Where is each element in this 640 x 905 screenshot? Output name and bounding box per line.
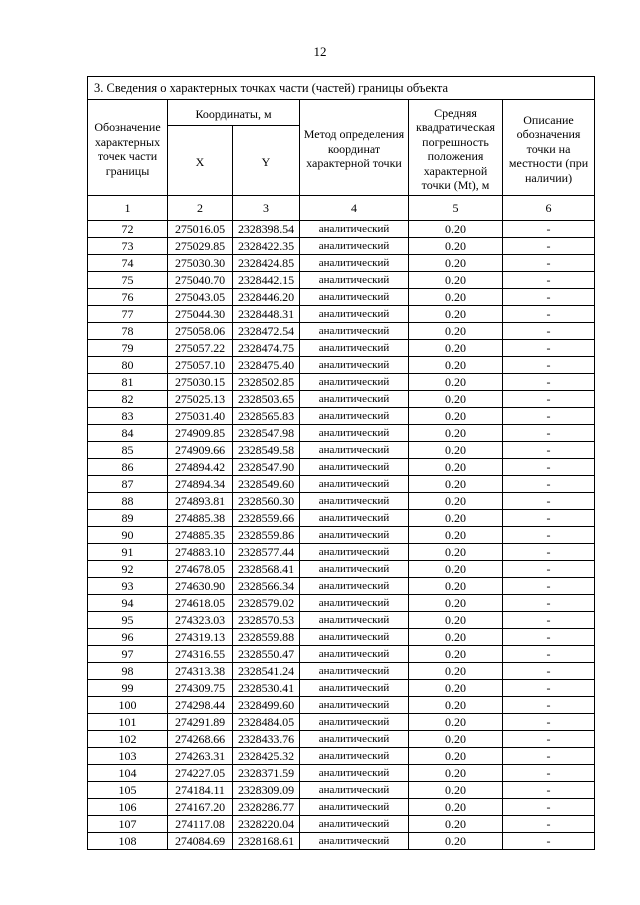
point-number-cell: 77: [88, 306, 168, 323]
error-cell: 0.20: [409, 833, 503, 850]
table-row: [88, 595, 595, 612]
y-coordinate-cell: 2328472.54: [233, 323, 300, 340]
description-cell: -: [503, 493, 595, 510]
y-coordinate-cell: 2328425.32: [233, 748, 300, 765]
error-cell: 0.20: [409, 527, 503, 544]
table-row: [88, 221, 595, 238]
point-number-cell: 82: [88, 391, 168, 408]
description-cell: -: [503, 425, 595, 442]
point-number-cell: 106: [88, 799, 168, 816]
x-coordinate-cell: 275025.13: [168, 391, 233, 408]
method-cell: аналитический: [300, 357, 409, 374]
description-cell: -: [503, 272, 595, 289]
error-cell: 0.20: [409, 425, 503, 442]
table-row: [88, 782, 595, 799]
description-cell: -: [503, 357, 595, 374]
error-cell: 0.20: [409, 731, 503, 748]
error-cell: 0.20: [409, 221, 503, 238]
error-cell: 0.20: [409, 748, 503, 765]
method-cell: аналитический: [300, 833, 409, 850]
column-number: 3: [233, 196, 300, 221]
point-number-cell: 81: [88, 374, 168, 391]
y-coordinate-cell: 2328433.76: [233, 731, 300, 748]
y-coordinate-cell: 2328448.31: [233, 306, 300, 323]
y-coordinate-cell: 2328484.05: [233, 714, 300, 731]
description-cell: -: [503, 306, 595, 323]
error-cell: 0.20: [409, 340, 503, 357]
table-row: [88, 442, 595, 459]
point-number-cell: 78: [88, 323, 168, 340]
method-cell: аналитический: [300, 680, 409, 697]
x-coordinate-cell: 275044.30: [168, 306, 233, 323]
description-cell: -: [503, 255, 595, 272]
y-coordinate-cell: 2328503.65: [233, 391, 300, 408]
header-designation: Обозначение характерных точек части границы: [88, 100, 168, 196]
error-cell: 0.20: [409, 459, 503, 476]
column-number: 6: [503, 196, 595, 221]
y-coordinate-cell: 2328560.30: [233, 493, 300, 510]
error-cell: 0.20: [409, 595, 503, 612]
description-cell: -: [503, 221, 595, 238]
method-cell: аналитический: [300, 255, 409, 272]
description-cell: -: [503, 833, 595, 850]
table-row: [88, 765, 595, 782]
description-cell: -: [503, 374, 595, 391]
error-cell: 0.20: [409, 612, 503, 629]
y-coordinate-cell: 2328550.47: [233, 646, 300, 663]
column-number: 4: [300, 196, 409, 221]
x-coordinate-cell: 274184.11: [168, 782, 233, 799]
header-x: X: [168, 126, 233, 196]
description-cell: -: [503, 476, 595, 493]
y-coordinate-cell: 2328168.61: [233, 833, 300, 850]
header-method: Метод определения координат характерной точки: [300, 100, 409, 196]
method-cell: аналитический: [300, 714, 409, 731]
header-coordinates: Координаты, м: [168, 100, 300, 126]
point-number-cell: 86: [88, 459, 168, 476]
x-coordinate-cell: 274909.66: [168, 442, 233, 459]
method-cell: аналитический: [300, 748, 409, 765]
error-cell: 0.20: [409, 374, 503, 391]
point-number-cell: 88: [88, 493, 168, 510]
error-cell: 0.20: [409, 663, 503, 680]
error-cell: 0.20: [409, 357, 503, 374]
x-coordinate-cell: 274883.10: [168, 544, 233, 561]
table-row: [88, 374, 595, 391]
header-error: Средняя квадратическая погрешность положения характерной точки (Mt), м: [409, 100, 503, 196]
point-number-cell: 74: [88, 255, 168, 272]
method-cell: аналитический: [300, 289, 409, 306]
method-cell: аналитический: [300, 323, 409, 340]
header-y: Y: [233, 126, 300, 196]
description-cell: -: [503, 510, 595, 527]
table-row: [88, 578, 595, 595]
x-coordinate-cell: 275058.06: [168, 323, 233, 340]
x-coordinate-cell: 274268.66: [168, 731, 233, 748]
method-cell: аналитический: [300, 459, 409, 476]
table-row: [88, 340, 595, 357]
point-number-cell: 83: [88, 408, 168, 425]
x-coordinate-cell: 275029.85: [168, 238, 233, 255]
error-cell: 0.20: [409, 714, 503, 731]
error-cell: 0.20: [409, 629, 503, 646]
description-cell: -: [503, 442, 595, 459]
point-number-cell: 72: [88, 221, 168, 238]
x-coordinate-cell: 274313.38: [168, 663, 233, 680]
error-cell: 0.20: [409, 442, 503, 459]
description-cell: -: [503, 340, 595, 357]
table-row: [88, 714, 595, 731]
table-row: [88, 510, 595, 527]
table-row: [88, 731, 595, 748]
y-coordinate-cell: 2328570.53: [233, 612, 300, 629]
x-coordinate-cell: 274309.75: [168, 680, 233, 697]
x-coordinate-cell: 274084.69: [168, 833, 233, 850]
table-row: [88, 272, 595, 289]
y-coordinate-cell: 2328549.60: [233, 476, 300, 493]
point-number-cell: 99: [88, 680, 168, 697]
x-coordinate-cell: 275057.10: [168, 357, 233, 374]
header-description: Описание обозначения точки на местности (при наличии): [503, 100, 595, 196]
method-cell: аналитический: [300, 408, 409, 425]
error-cell: 0.20: [409, 782, 503, 799]
x-coordinate-cell: 274227.05: [168, 765, 233, 782]
x-coordinate-cell: 274885.38: [168, 510, 233, 527]
table-row: [88, 561, 595, 578]
method-cell: аналитический: [300, 697, 409, 714]
method-cell: аналитический: [300, 782, 409, 799]
description-cell: -: [503, 680, 595, 697]
method-cell: аналитический: [300, 510, 409, 527]
method-cell: аналитический: [300, 425, 409, 442]
x-coordinate-cell: 274263.31: [168, 748, 233, 765]
table-row: [88, 612, 595, 629]
description-cell: -: [503, 714, 595, 731]
x-coordinate-cell: 275043.05: [168, 289, 233, 306]
description-cell: -: [503, 408, 595, 425]
section-title: 3. Сведения о характерных точках части (частей) границы объекта: [88, 77, 595, 100]
column-number: 2: [168, 196, 233, 221]
x-coordinate-cell: 274291.89: [168, 714, 233, 731]
method-cell: аналитический: [300, 544, 409, 561]
table-row: [88, 748, 595, 765]
error-cell: 0.20: [409, 289, 503, 306]
description-cell: -: [503, 612, 595, 629]
error-cell: 0.20: [409, 238, 503, 255]
table-row: [88, 544, 595, 561]
y-coordinate-cell: 2328566.34: [233, 578, 300, 595]
y-coordinate-cell: 2328579.02: [233, 595, 300, 612]
method-cell: аналитический: [300, 646, 409, 663]
table-row: [88, 799, 595, 816]
y-coordinate-cell: 2328559.86: [233, 527, 300, 544]
x-coordinate-cell: 274167.20: [168, 799, 233, 816]
y-coordinate-cell: 2328424.85: [233, 255, 300, 272]
x-coordinate-cell: 274893.81: [168, 493, 233, 510]
x-coordinate-cell: 275030.15: [168, 374, 233, 391]
table-row: [88, 459, 595, 476]
table-row: [88, 680, 595, 697]
description-cell: -: [503, 816, 595, 833]
description-cell: -: [503, 527, 595, 544]
point-number-cell: 95: [88, 612, 168, 629]
point-number-cell: 107: [88, 816, 168, 833]
method-cell: аналитический: [300, 561, 409, 578]
point-number-cell: 84: [88, 425, 168, 442]
point-number-cell: 93: [88, 578, 168, 595]
table-row: [88, 646, 595, 663]
description-cell: -: [503, 765, 595, 782]
y-coordinate-cell: 2328568.41: [233, 561, 300, 578]
y-coordinate-cell: 2328549.58: [233, 442, 300, 459]
table-row: [88, 238, 595, 255]
x-coordinate-cell: 274909.85: [168, 425, 233, 442]
point-number-cell: 101: [88, 714, 168, 731]
table-body: [88, 221, 595, 850]
description-cell: -: [503, 595, 595, 612]
point-number-cell: 80: [88, 357, 168, 374]
method-cell: аналитический: [300, 731, 409, 748]
y-coordinate-cell: 2328547.90: [233, 459, 300, 476]
method-cell: аналитический: [300, 476, 409, 493]
error-cell: 0.20: [409, 799, 503, 816]
x-coordinate-cell: 274894.42: [168, 459, 233, 476]
description-cell: -: [503, 748, 595, 765]
table-row: [88, 306, 595, 323]
y-coordinate-cell: 2328220.04: [233, 816, 300, 833]
error-cell: 0.20: [409, 323, 503, 340]
description-cell: -: [503, 629, 595, 646]
point-number-cell: 92: [88, 561, 168, 578]
point-number-cell: 87: [88, 476, 168, 493]
error-cell: 0.20: [409, 255, 503, 272]
error-cell: 0.20: [409, 306, 503, 323]
x-coordinate-cell: 275040.70: [168, 272, 233, 289]
point-number-cell: 102: [88, 731, 168, 748]
method-cell: аналитический: [300, 442, 409, 459]
method-cell: аналитический: [300, 391, 409, 408]
y-coordinate-cell: 2328446.20: [233, 289, 300, 306]
table-row: [88, 833, 595, 850]
x-coordinate-cell: 274678.05: [168, 561, 233, 578]
point-number-cell: 73: [88, 238, 168, 255]
table-row: [88, 697, 595, 714]
method-cell: аналитический: [300, 221, 409, 238]
point-number-cell: 108: [88, 833, 168, 850]
method-cell: аналитический: [300, 799, 409, 816]
point-number-cell: 98: [88, 663, 168, 680]
x-coordinate-cell: 275016.05: [168, 221, 233, 238]
point-number-cell: 90: [88, 527, 168, 544]
method-cell: аналитический: [300, 306, 409, 323]
table-row: [88, 289, 595, 306]
error-cell: 0.20: [409, 510, 503, 527]
y-coordinate-cell: 2328577.44: [233, 544, 300, 561]
error-cell: 0.20: [409, 544, 503, 561]
error-cell: 0.20: [409, 391, 503, 408]
table-row: [88, 408, 595, 425]
error-cell: 0.20: [409, 816, 503, 833]
x-coordinate-cell: 274618.05: [168, 595, 233, 612]
x-coordinate-cell: 274298.44: [168, 697, 233, 714]
description-cell: -: [503, 663, 595, 680]
x-coordinate-cell: 275057.22: [168, 340, 233, 357]
y-coordinate-cell: 2328541.24: [233, 663, 300, 680]
x-coordinate-cell: 275030.30: [168, 255, 233, 272]
method-cell: аналитический: [300, 612, 409, 629]
point-number-cell: 89: [88, 510, 168, 527]
table-row: [88, 391, 595, 408]
y-coordinate-cell: 2328499.60: [233, 697, 300, 714]
table-row: [88, 493, 595, 510]
y-coordinate-cell: 2328309.09: [233, 782, 300, 799]
x-coordinate-cell: 274319.13: [168, 629, 233, 646]
table-row: [88, 425, 595, 442]
error-cell: 0.20: [409, 697, 503, 714]
y-coordinate-cell: 2328286.77: [233, 799, 300, 816]
x-coordinate-cell: 274894.34: [168, 476, 233, 493]
y-coordinate-cell: 2328530.41: [233, 680, 300, 697]
method-cell: аналитический: [300, 272, 409, 289]
x-coordinate-cell: 275031.40: [168, 408, 233, 425]
method-cell: аналитический: [300, 578, 409, 595]
method-cell: аналитический: [300, 527, 409, 544]
x-coordinate-cell: 274630.90: [168, 578, 233, 595]
table-row: [88, 663, 595, 680]
point-number-cell: 97: [88, 646, 168, 663]
table-row: [88, 527, 595, 544]
y-coordinate-cell: 2328559.88: [233, 629, 300, 646]
method-cell: аналитический: [300, 663, 409, 680]
y-coordinate-cell: 2328398.54: [233, 221, 300, 238]
table-row: [88, 357, 595, 374]
method-cell: аналитический: [300, 765, 409, 782]
y-coordinate-cell: 2328502.85: [233, 374, 300, 391]
y-coordinate-cell: 2328474.75: [233, 340, 300, 357]
error-cell: 0.20: [409, 476, 503, 493]
x-coordinate-cell: 274323.03: [168, 612, 233, 629]
description-cell: -: [503, 459, 595, 476]
description-cell: -: [503, 561, 595, 578]
y-coordinate-cell: 2328422.35: [233, 238, 300, 255]
description-cell: -: [503, 238, 595, 255]
method-cell: аналитический: [300, 238, 409, 255]
error-cell: 0.20: [409, 680, 503, 697]
description-cell: -: [503, 578, 595, 595]
point-number-cell: 76: [88, 289, 168, 306]
point-number-cell: 94: [88, 595, 168, 612]
description-cell: -: [503, 646, 595, 663]
error-cell: 0.20: [409, 578, 503, 595]
point-number-cell: 85: [88, 442, 168, 459]
description-cell: -: [503, 799, 595, 816]
y-coordinate-cell: 2328559.66: [233, 510, 300, 527]
description-cell: -: [503, 289, 595, 306]
column-number: 1: [88, 196, 168, 221]
point-number-cell: 79: [88, 340, 168, 357]
description-cell: -: [503, 731, 595, 748]
error-cell: 0.20: [409, 561, 503, 578]
y-coordinate-cell: 2328547.98: [233, 425, 300, 442]
description-cell: -: [503, 697, 595, 714]
table-row: [88, 323, 595, 340]
method-cell: аналитический: [300, 595, 409, 612]
table-row: [88, 629, 595, 646]
error-cell: 0.20: [409, 272, 503, 289]
boundary-points-table: [87, 76, 595, 850]
description-cell: -: [503, 391, 595, 408]
page-number: 12: [313, 44, 327, 59]
point-number-cell: 103: [88, 748, 168, 765]
y-coordinate-cell: 2328475.40: [233, 357, 300, 374]
point-number-cell: 96: [88, 629, 168, 646]
point-number-cell: 75: [88, 272, 168, 289]
column-number: 5: [409, 196, 503, 221]
point-number-cell: 100: [88, 697, 168, 714]
error-cell: 0.20: [409, 765, 503, 782]
y-coordinate-cell: 2328565.83: [233, 408, 300, 425]
table-row: [88, 255, 595, 272]
description-cell: -: [503, 782, 595, 799]
method-cell: аналитический: [300, 629, 409, 646]
method-cell: аналитический: [300, 816, 409, 833]
method-cell: аналитический: [300, 374, 409, 391]
point-number-cell: 91: [88, 544, 168, 561]
description-cell: -: [503, 544, 595, 561]
error-cell: 0.20: [409, 646, 503, 663]
error-cell: 0.20: [409, 408, 503, 425]
table-row: [88, 816, 595, 833]
table-row: [88, 476, 595, 493]
x-coordinate-cell: 274316.55: [168, 646, 233, 663]
point-number-cell: 105: [88, 782, 168, 799]
y-coordinate-cell: 2328371.59: [233, 765, 300, 782]
x-coordinate-cell: 274885.35: [168, 527, 233, 544]
error-cell: 0.20: [409, 493, 503, 510]
y-coordinate-cell: 2328442.15: [233, 272, 300, 289]
method-cell: аналитический: [300, 493, 409, 510]
description-cell: -: [503, 323, 595, 340]
method-cell: аналитический: [300, 340, 409, 357]
x-coordinate-cell: 274117.08: [168, 816, 233, 833]
point-number-cell: 104: [88, 765, 168, 782]
